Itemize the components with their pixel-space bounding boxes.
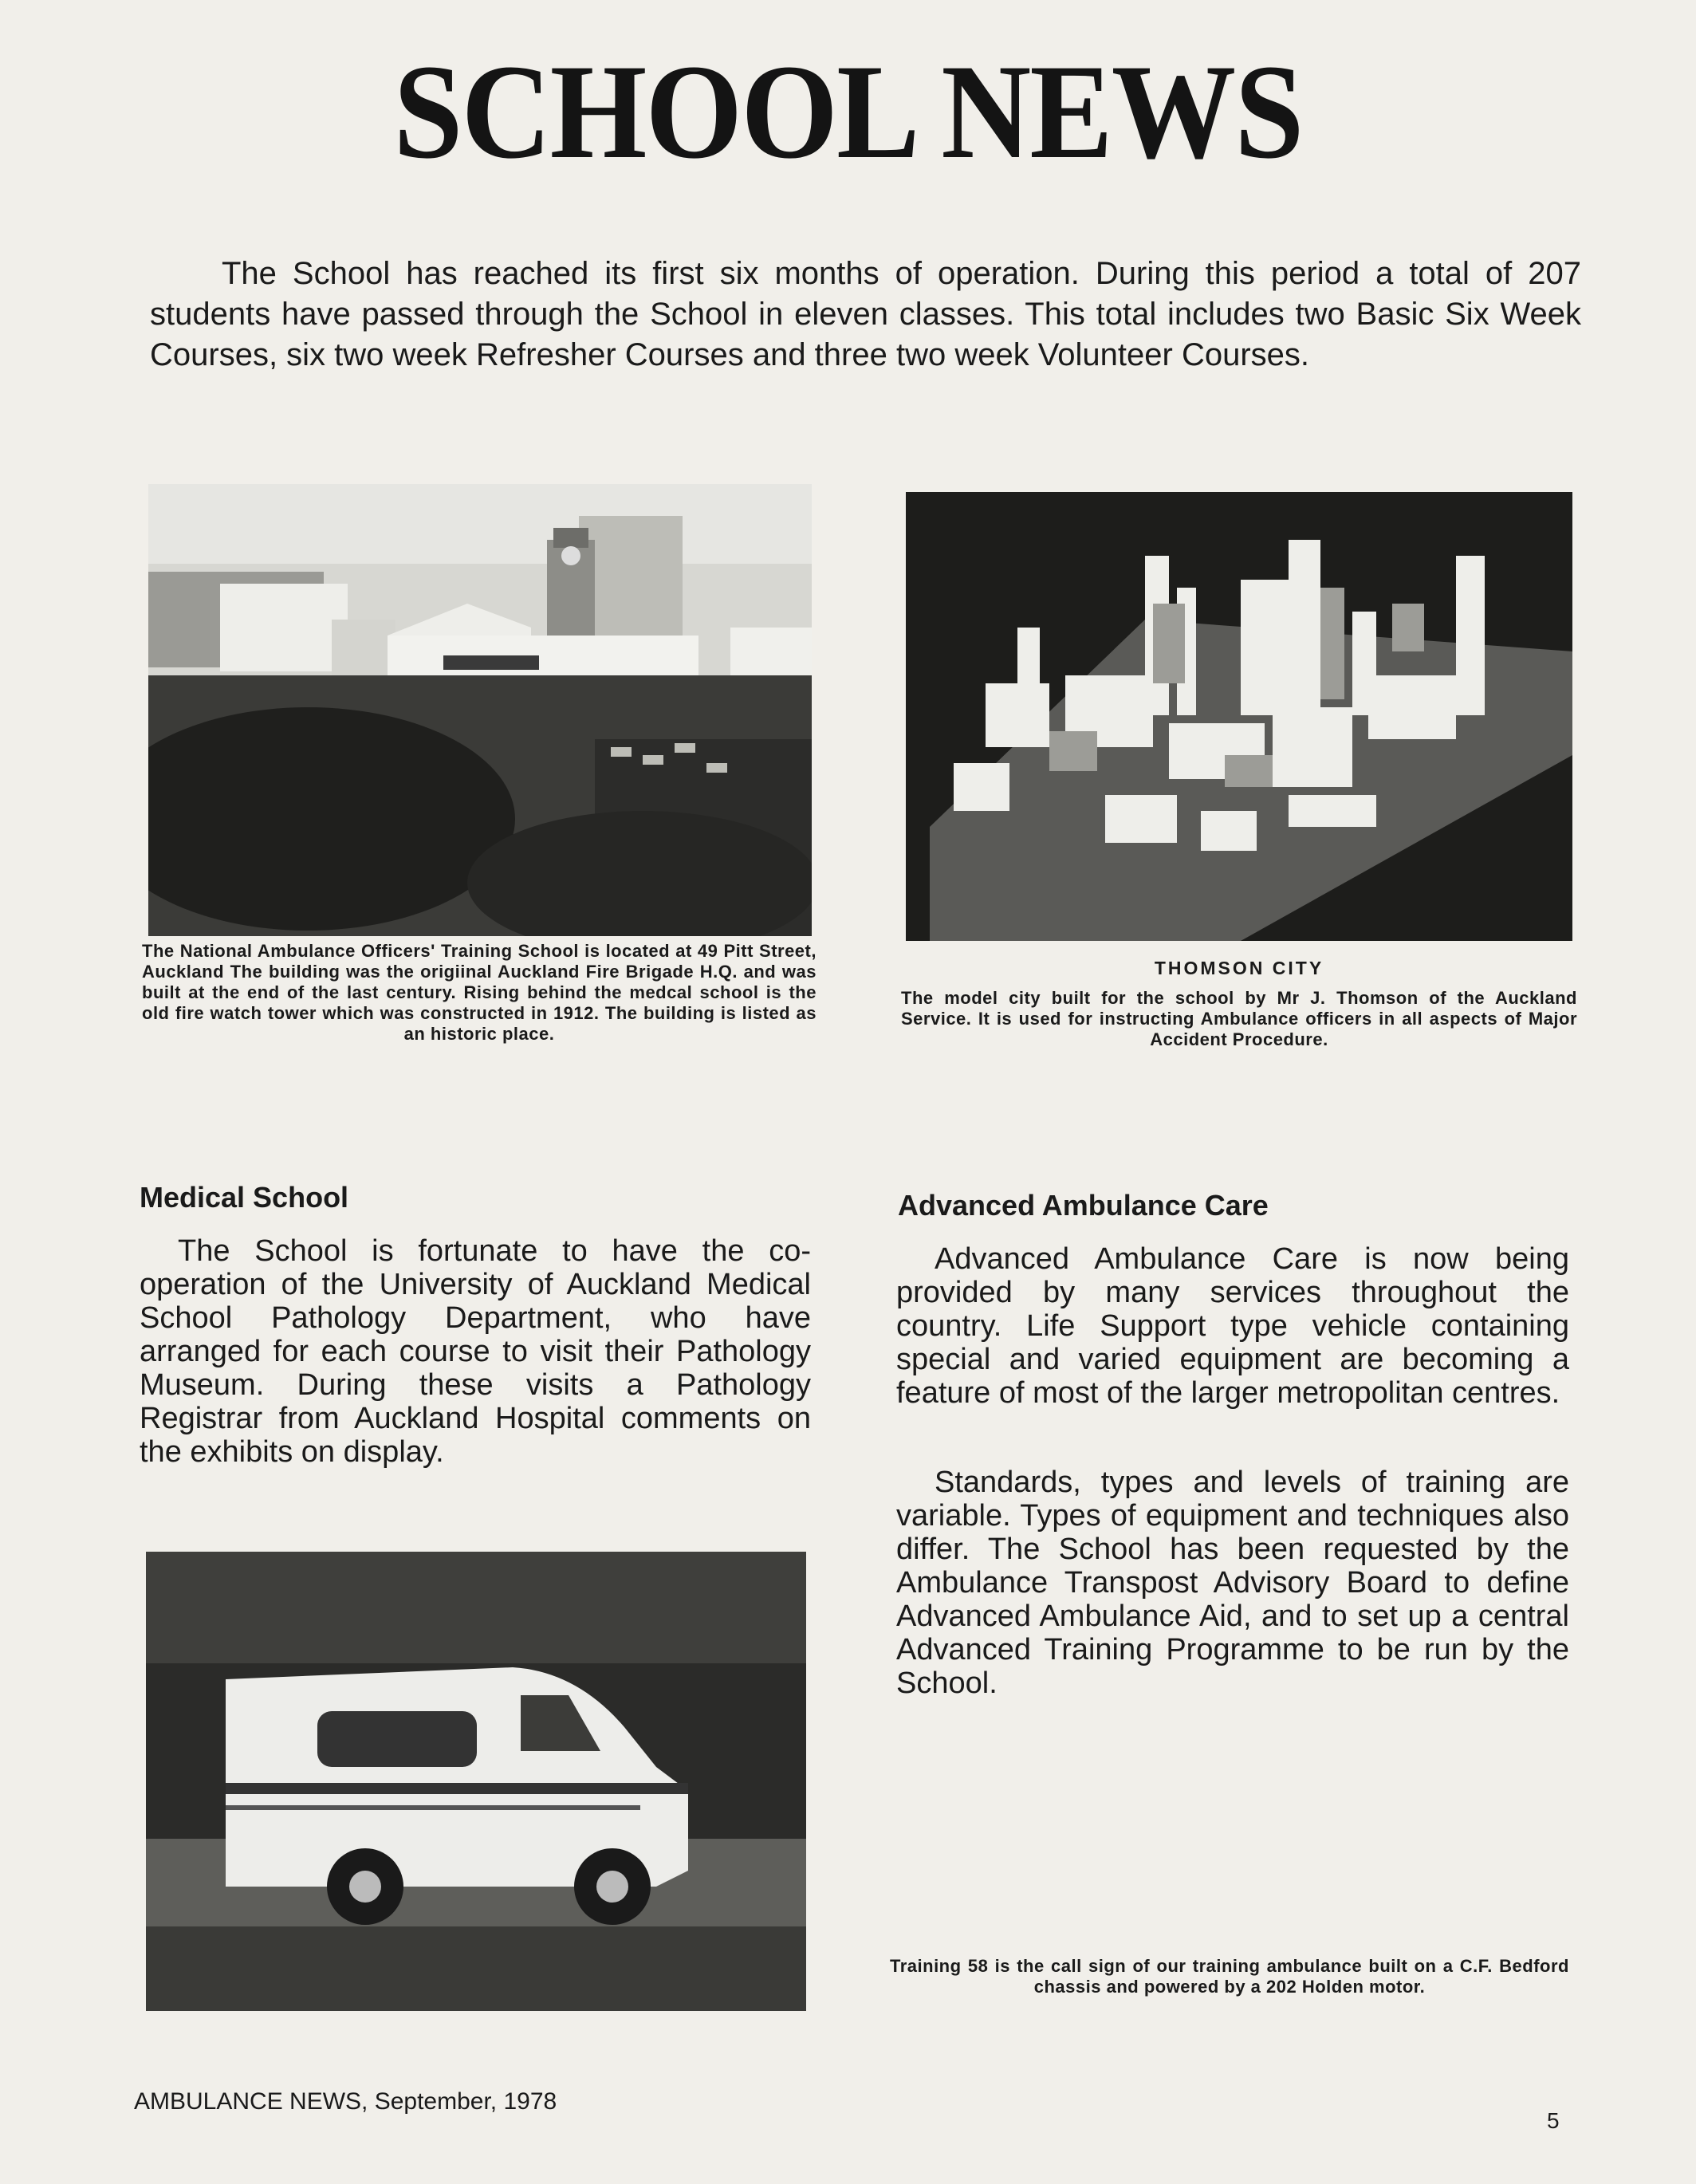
page-title: SCHOOL NEWS (393, 37, 1303, 187)
publication-footer: AMBULANCE NEWS, September, 1978 (134, 2088, 557, 2115)
model-city-caption-title: THOMSON CITY (1154, 958, 1324, 978)
advanced-care-paragraph-1: Advanced Ambulance Care is now being provided by many services throughout the country. Life Support type vehicle containing special and varied equipment are becoming a feature of most of the larger metropolitan centres. (896, 1242, 1569, 1410)
advanced-care-paragraph-2: Standards, types and levels of training are variable. Types of equipment and techniques also differ. The School has been requested by the Ambulance Transpost Advisory Board to define Advanced Ambulance Aid, and to set up a central Advanced Training Programme to be run by the School. (896, 1466, 1569, 1700)
ambulance-photo (146, 1552, 806, 2011)
building-photo-caption: The National Ambulance Officers' Training School is located at 49 Pitt Street, Auckland The building was the origiinal Auckland Fire Brigade H.Q. and was built at the end of the last century. Rising behind the medcal school is the old fire watch tower which was constructed in 1912. The building is listed as an historic place. (142, 941, 817, 1044)
building-photo (148, 484, 812, 936)
medical-school-heading: Medical School (140, 1181, 349, 1214)
ambulance-photo-caption: Training 58 is the call sign of our training ambulance built on a C.F. Bedford chassis and powered by a 202 Holden motor. (890, 1956, 1569, 1997)
intro-paragraph: The School has reached its first six months of operation. During this period a total of 207 students have passed through the School in eleven classes. This total includes two Basic Six Week Courses, six two week Refresher Courses and three two week Volunteer Courses. (150, 256, 1581, 372)
page-number: 5 (1547, 2108, 1560, 2133)
medical-school-body: The School is fortunate to have the co-operation of the University of Auckland Medical School Pathology Department, who have arranged for each course to visit their Pathology Museum. During these visits a Pathology Registrar from Auckland Hospital comments on the exhibits on display. (140, 1234, 811, 1469)
model-city-photo (906, 492, 1572, 941)
model-city-caption: The model city built for the school by Mr J. Thomson of the Auckland Service. It is used for instructing Ambulance officers in all aspects of Major Accident Procedure. (901, 988, 1577, 1049)
advanced-care-heading: Advanced Ambulance Care (898, 1189, 1269, 1222)
